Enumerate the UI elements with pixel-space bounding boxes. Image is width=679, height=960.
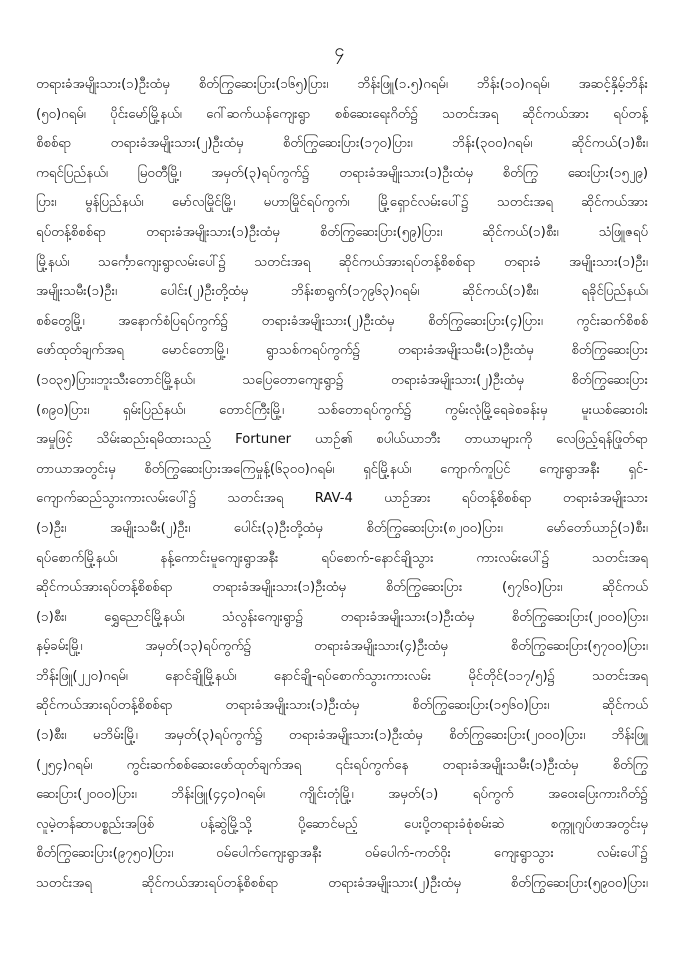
text-line: (၈၉၀)ပြား၊ ရှမ်းပြည်နယ်၊ တောင်ကြီးမြို့၊ သစ်တောရပ်ကွက်၌ ကွမ်းလုံမြို့ရေခဲစခန်းမှ မူးယစ်ဆေးဝါး (36, 402, 648, 418)
text-line: လူမဲ့တန်ဆာပစ္စည်းအဖြစ် ပန့်ဆွဲမြို့သို့ ပို့ဆောင်မည့် ပေးပို့တရားခံစုံစမ်းဆဲ စက္ကူဂျပ်ဖာအတွင်းမှ (36, 816, 648, 832)
text-line: နမ့်ခမ်းမြို့၊ အမှတ်(၁၃)ရပ်ကွက်၌ တရားခံအမျိုးသား(၄)ဦးထံမှ စိတ်ကြွဆေးပြား(၅၇၀၀)ပြား၊ (36, 639, 648, 655)
text-line: အမျိုးသမီး(၁)ဦး၊ ပေါင်း(၂)ဦးတို့ထံမှ ဘိန်းစာရွက်(၁၇၉၆၃)ဂရမ်၊ ဆိုင်ကယ်(၁)စီး၊ ရခိုင်ပြည်နယ်၊ (36, 284, 648, 300)
text-line: စိတ်ကြွဆေးပြား(၉၇၅၀)ပြား၊ ဝမ်ပေါက်ကျေးရွာအနီး ဝမ်ပေါက်-ကတ်ဝိုး ကျေးရွာသွား လမ်းပေါ်၌ (36, 846, 648, 862)
text-line: ဖော်ထုတ်ချက်အရ မောင်တောမြို့၊ ရွာသစ်ကရပ်ကွက်၌ တရားခံအမျိုးသမီး(၁)ဦးထံမှ စိတ်ကြွဆေးပြား (36, 343, 648, 359)
text-line: ကရင်ပြည်နယ်၊ မြဝတီမြို့၊ အမှတ်(၃)ရပ်ကွက်၌ တရားခံအမျိုးသား(၁)ဦးထံမှ စိတ်ကြွ ဆေးပြား(၁၅၂၉) (36, 165, 648, 181)
text-line: ရပ်စောက်မြို့နယ်၊ နန့်ကောင်းမူကျေးရွာအနီး ရပ်စောက်-နောင်ချိုသွား ကားလမ်းပေါ်၌ သတင်းအရ (36, 550, 648, 566)
text-line: ရပ်တန့်စိစစ်ရာ တရားခံအမျိုးသား(၁)ဦးထံမှ စိတ်ကြွဆေးပြား(၅၉)ပြား၊ ဆိုင်ကယ်(၁)စီး၊ သံဖြူဇရပ် (36, 224, 648, 240)
text-line: သတင်းအရ ဆိုင်ကယ်အားရပ်တန့်စိစစ်ရာ တရားခံအမျိုးသား(၂)ဦးထံမှ စိတ်ကြွဆေးပြား(၅၉၀၀)ပြား၊ (36, 876, 648, 892)
text-line: (၂၅၄)ဂရမ်၊ ကွင်းဆက်စစ်ဆေးဖော်ထုတ်ချက်အရ ၎င်းရပ်ကွက်နေ တရားခံအမျိုးသမီး(၁)ဦးထံမှ စိတ်ကြွ (36, 757, 648, 773)
text-line: (၁)စီး၊ မဘိမ်းမြို့၊ အမှတ်(၃)ရပ်ကွက်၌ တရားခံအမျိုးသား(၁)ဦးထံမှ စိတ်ကြွဆေးပြား(၂၀၀၀)ပြား၊ ဘိန်းဖြူ (36, 728, 648, 744)
text-line: (၁)စီး၊ ရွှေညောင်မြို့နယ်၊ သံလွန်းကျေးရွာ၌ တရားခံအမျိုးသား(၁)ဦးထံမှ စိတ်ကြွဆေးပြား(၂၀၀၀)ပြား၊ (36, 609, 648, 625)
body-paragraph (36, 70, 648, 899)
text-line: စိစစ်ရာ တရားခံအမျိုးသား(၂)ဦးထံမှ စိတ်ကြွဆေးပြား(၁၇၀)ပြား၊ ဘိန်း(၃၀၀)ဂရမ်၊ ဆိုင်ကယ်(၁)စီး၊ (36, 136, 648, 152)
text-line: ကျောက်ဆည်သွားကားလမ်းပေါ်၌ သတင်းအရ RAV-4 ယာဉ်အား ရပ်တန့်စိစစ်ရာ တရားခံအမျိုးသား (36, 491, 648, 507)
text-line: မြို့နယ်၊ သင်္ကေ့ာကျေးရွာလမ်းပေါ်၌ သတင်းအရ ဆိုင်ကယ်အားရပ်တန့်စိစစ်ရာ တရားခံ အမျိုးသား(၁)ဦး၊ (36, 254, 648, 270)
text-line: ဆေးပြား(၂၀၀၀)ပြား၊ ဘိန်းဖြူ(၄၄၀)ဂရမ်၊ ကျိုင်းတုံမြို့၊ အမှတ်(၁) ရပ်ကွက် အဝေးပြေးကားဂိတ်၌ (36, 787, 648, 803)
text-line: ဆိုင်ကယ်အားရပ်တန့်စိစစ်ရာ တရားခံအမျိုးသား(၁)ဦးထံမှ စိတ်ကြွဆေးပြား(၁၅၆၀)ပြား၊ ဆိုင်ကယ် (36, 698, 648, 714)
text-line: အမှုဖြင့် သိမ်းဆည်းရမိထားသည့် Fortuner ယာဉ်၏ စပါယ်ယာဘီး တာယာများကို လေဖြည့်ရန်ဖြုတ်ရာ (36, 432, 648, 448)
page-number: ၄ (334, 40, 345, 61)
text-line: (၅၀)ဂရမ်၊ ပိုင်းမော်မြို့နယ်၊ ဂေါ်ဆက်ယန်ကျေးရွာ စစ်ဆေးရေးဂိတ်၌ သတင်းအရ ဆိုင်ကယ်အား ရပ်တန့် (36, 106, 648, 122)
text-line: ဆိုင်ကယ်အားရပ်တန့်စိစစ်ရာ တရားခံအမျိုးသား(၁)ဦးထံမှ စိတ်ကြွဆေးပြား (၅၇၆၀)ပြား၊ ဆိုင်ကယ် (36, 580, 648, 596)
text-line: ဘိန်းဖြူ(၂၂၀)ဂရမ်၊ နောင်ချိုမြို့နယ်၊ နောင်ချို-ရပ်စောက်သွားကားလမ်း မိုင်တိုင်(၁၁၇/၅)၌ သတင်းအရ (36, 668, 648, 684)
text-line: စစ်တွေမြို့၊ အနောက်စံပြရပ်ကွက်၌ တရားခံအမျိုးသား(၂)ဦးထံမှ စိတ်ကြွဆေးပြား(၄)ပြား၊ ကွင်းဆက်စိစစ် (36, 313, 648, 329)
text-line: ပြား၊ မွန်ပြည်နယ်၊ မော်လမြိုင်မြို့၊ မဟာမြိုင်ရပ်ကွက်၊ မြို့ရှောင်လမ်းပေါ်၌ သတင်းအရ ဆိုင်ကယ်အား (36, 195, 648, 211)
text-line: (၁၀၃၅)ပြား၊ဘူးသီးတောင်မြို့နယ်၊ သပြေတောကျေးရွာ၌ တရားခံအမျိုးသား(၂)ဦးထံမှ စိတ်ကြွဆေးပြား (36, 372, 648, 388)
text-line: (၁)ဦး၊ အမျိုးသမီး(၂)ဦး၊ ပေါင်း(၃)ဦးတို့ထံမှ စိတ်ကြွဆေးပြား(၈၂၀၀)ပြား၊ မော်တော်ယာဉ်(၁)စီး၊ (36, 520, 648, 536)
text-line: တာယာအတွင်းမှ စိတ်ကြွဆေးပြားအကြေမှုန့်(၆၃၀၀)ဂရမ်၊ ရှင်မြို့နယ်၊ ကျောက်ကူပြင် ကျေးရွာအနီး ရှင်- (36, 461, 648, 477)
text-line: တရားခံအမျိုးသား(၁)ဦးထံမှ စိတ်ကြွဆေးပြား(၁၆၅)ပြား၊ ဘိန်းဖြူ(၁.၅)ဂရမ်၊ ဘိန်း(၁၀)ဂရမ်၊ အဆင့်နှိမ့်ဘိန်း (36, 77, 648, 92)
